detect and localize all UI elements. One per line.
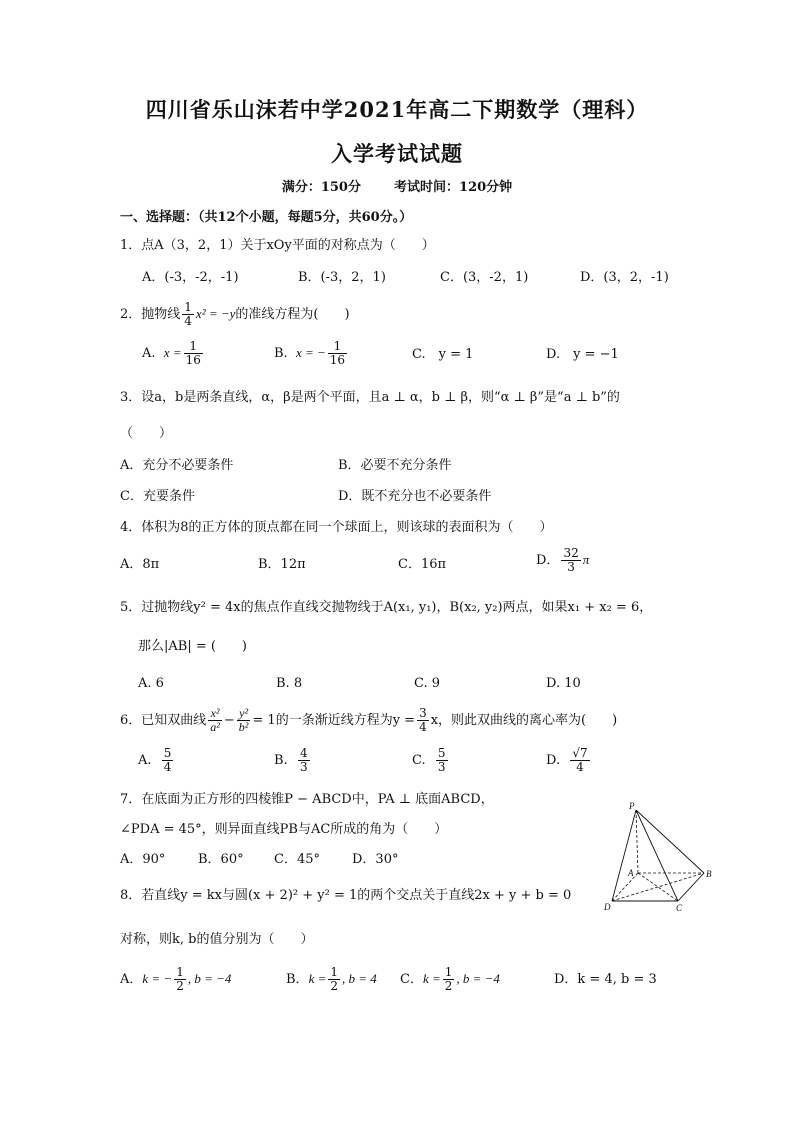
q1-option-a: A．(-3，-2，-1) (142, 270, 239, 285)
q4-option-a: A．8π (120, 557, 160, 572)
q8-option-b: B．k = $\frac{1}{2}$ , b = 4 (286, 965, 377, 993)
q2-option-c: C. y = 1 (412, 347, 474, 362)
q6-option-d: D. $\frac{√7}{4}$ (546, 746, 588, 774)
q3-option-d: D．既不充分也不必要条件 (338, 489, 492, 504)
label-b: B (706, 869, 712, 879)
q3-option-a: A．充分不必要条件 (120, 458, 234, 473)
q2-option-d: D. y = −1 (546, 347, 619, 362)
q8-stem: 8．若直线y = kx与圆(x + 2)² + y² = 1的两个交点关于直线2x + y + b = 0 (120, 888, 572, 903)
q7-stem: 7．在底面为正方形的四棱锥P − ABCD中，PA ⊥ 底面ABCD， (120, 792, 494, 807)
q2-fraction: $\frac{1}{4}$ (184, 300, 192, 328)
q2-option-b: B. x = − $\frac{1}{16}$ (274, 339, 346, 367)
q2-stem: 2．抛物线 $\frac{1}{4}$ x² = −y的准线方程为( ) (120, 300, 350, 328)
page-subtitle: 入学考试试题 (331, 141, 463, 166)
q5-option-a: A. 6 (138, 676, 164, 691)
section-heading: 一、选择题：（共12个小题，每题5分，共60分。） (120, 210, 413, 225)
q8-option-c: C．k = $\frac{1}{2}$ , b = −4 (400, 965, 500, 993)
q3-paren: （ ） (120, 426, 173, 441)
q1-option-c: C．(3，-2，1) (440, 270, 529, 285)
q4-option-d: D． $\frac{32}{3}$ π (536, 546, 590, 574)
q1-option-d: D．(3，2，-1) (580, 270, 669, 285)
q7-stem-cont: ∠PDA = 45°，则异面直线PB与AC所成的角为（ ） (120, 822, 448, 837)
q6-option-c: C. $\frac{5}{3}$ (412, 746, 446, 774)
q7-option-a: A．90° (120, 852, 166, 867)
page-title: 四川省乐山沫若中学2021年高二下期数学（理科） (145, 97, 649, 122)
exam-time: 考试时间：120分钟 (394, 180, 513, 195)
label-p: P (629, 801, 635, 811)
q4-option-b: B．12π (258, 557, 306, 572)
q5-option-d: D. 10 (546, 676, 581, 691)
q3-stem: 3．设a，b是两条直线，α，β是两个平面，且a ⊥ α，b ⊥ β，则“α ⊥ β”是“a ⊥ b”的 (120, 390, 620, 405)
q5-stem-cont: 那么|AB| = ( ) (138, 639, 248, 654)
pyramid-figure (600, 800, 720, 915)
label-d: D (604, 902, 611, 912)
q6-option-a: A. $\frac{5}{4}$ (138, 746, 172, 774)
q7-option-d: D．30° (352, 852, 399, 867)
exam-info (0, 176, 794, 195)
q4-option-c: C．16π (398, 557, 447, 572)
q8-stem-cont: 对称，则k, b的值分别为（ ） (120, 932, 314, 947)
q6-option-b: B. $\frac{4}{3}$ (274, 746, 308, 774)
q3-option-b: B．必要不充分条件 (338, 458, 452, 473)
label-a: A (628, 868, 634, 878)
q8-option-d: D．k = 4, b = 3 (554, 972, 657, 987)
q5-option-c: C. 9 (414, 676, 441, 691)
q7-option-c: C．45° (274, 852, 320, 867)
q1-stem: 1．点A（3，2，1）关于xOy平面的对称点为（ ） (120, 238, 435, 253)
q1-option-b: B．(-3，2，1) (298, 270, 386, 285)
edge-pa (636, 810, 638, 873)
q8-option-a: A．k = − $\frac{1}{2}$ , b = −4 (120, 965, 232, 993)
full-score: 满分：150分 (281, 180, 361, 195)
q6-stem: 6．已知双曲线 $\frac{\text{x²}}{\text{a²}}$ − $\frac{\text{y²}}{\text{b²}}$ = 1的一条渐近线方程为y = $\frac{3}{4}$ x，则此双曲线的离心率为( ) (120, 706, 618, 734)
edge-pd (612, 810, 636, 901)
edge-pb (636, 810, 704, 873)
q5-option-b: B. 8 (276, 676, 303, 691)
q7-option-b: B．60° (198, 852, 244, 867)
q5-stem: 5．过抛物线y² = 4x的焦点作直线交抛物线于A(x₁, y₁)，B(x₂, y₂)两点，如果x₁ + x₂ = 6， (120, 600, 653, 615)
label-c: C (676, 903, 683, 913)
diag-db (612, 873, 704, 901)
q2-option-a: A. x = $\frac{1}{16}$ (142, 339, 201, 367)
q3-option-c: C．充要条件 (120, 489, 195, 504)
q4-stem: 4．体积为8的正方体的顶点都在同一个球面上，则该球的表面积为（ ） (120, 520, 553, 535)
